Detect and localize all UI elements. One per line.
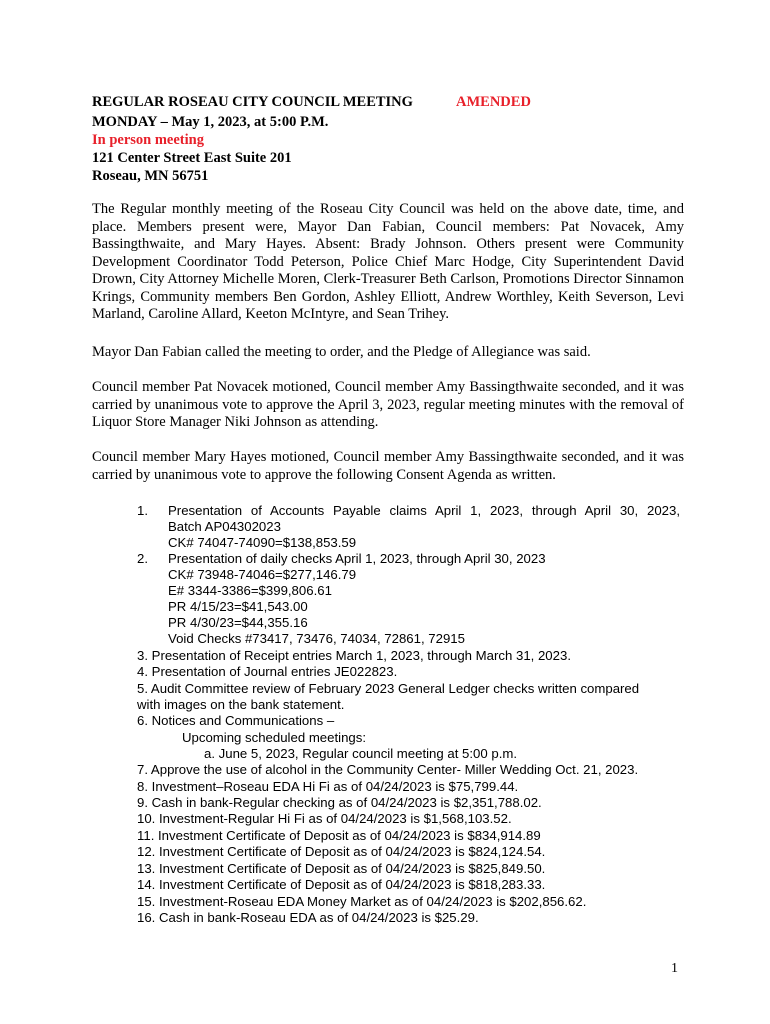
agenda-item-1-batch: Batch AP04302023 [168, 519, 281, 534]
agenda-item-4: 4. Presentation of Journal entries JE022823. [137, 664, 398, 679]
agenda-item-6a: a. June 5, 2023, Regular council meeting at 5:00 p.m. [204, 746, 518, 761]
agenda-item-5-continued: with images on the bank statement. [137, 697, 345, 712]
agenda-item-15: 15. Investment-Roseau EDA Money Market as of 04/24/2023 is $202,856.62. [137, 894, 587, 909]
agenda-item-13: 13. Investment Certificate of Deposit as of 04/24/2023 is $825,849.50. [137, 861, 546, 876]
agenda-item-7: 7. Approve the use of alcohol in the Community Center- Miller Wedding Oct. 21, 2023. [137, 762, 639, 777]
agenda-item-2-payroll-1: PR 4/15/23=$41,543.00 [168, 599, 308, 614]
page-number: 1 [671, 961, 678, 976]
agenda-item-5: 5. Audit Committee review of February 2023 General Ledger checks written compared [137, 681, 640, 696]
agenda-item-2-payroll-2: PR 4/30/23=$44,355.16 [168, 615, 308, 630]
attendance-paragraph: The Regular monthly meeting of the Roseau City Council was held on the above date, time, and place. Members present were, Mayor Dan Fabian, Council members: Pat Novacek, Amy Bassingthwaite, and Mary Hayes. Absent: Brady Johnson. Others present were Community Development Coordinator Todd Peterson, Police Chief Marc Hodge, City Superintendent David Drown, City Attorney Michelle Moren, Clerk-Treasurer Beth Carlson, Promotions Director Sinnamon Krings, Community members Ben Gordon, Ashley Elliott, Andrew Worthley, Keith Severson, Levi Marland, Caroline Allard, Keeton McIntyre, and Sean Trihey. [92, 201, 684, 322]
agenda-item-1-number: 1. [137, 503, 148, 518]
minutes-motion-paragraph: Council member Pat Novacek motioned, Council member Amy Bassingthwaite seconded, and it was carried by unanimous vote to approve the April 3, 2023, regular meeting minutes with the removal of Liquor Store Manager Niki Johnson as attending. [92, 379, 684, 430]
agenda-item-2-void-checks: Void Checks #73417, 73476, 74034, 72861, 72915 [168, 631, 465, 646]
agenda-item-16: 16. Cash in bank-Roseau EDA as of 04/24/2023 is $25.29. [137, 910, 479, 925]
meeting-title: REGULAR ROSEAU CITY COUNCIL MEETING [92, 94, 413, 110]
agenda-item-9: 9. Cash in bank-Regular checking as of 04/24/2023 is $2,351,788.02. [137, 795, 542, 810]
agenda-item-3: 3. Presentation of Receipt entries March 1, 2023, through March 31, 2023. [137, 648, 571, 663]
agenda-item-10: 10. Investment-Regular Hi Fi as of 04/24/2023 is $1,568,103.52. [137, 811, 512, 826]
agenda-item-6: 6. Notices and Communications – [137, 713, 335, 728]
agenda-item-1: Presentation of Accounts Payable claims April 1, 2023, through April 30, 2023, [168, 503, 680, 518]
meeting-date: MONDAY – May 1, 2023, at 5:00 P.M. [92, 114, 329, 130]
agenda-item-2-checks: CK# 73948-74046=$277,146.79 [168, 567, 357, 582]
agenda-item-12: 12. Investment Certificate of Deposit as of 04/24/2023 is $824,124.54. [137, 844, 546, 859]
amended-label: AMENDED [456, 94, 531, 110]
agenda-item-2-electronic: E# 3344-3386=$399,806.61 [168, 583, 332, 598]
agenda-item-11: 11. Investment Certificate of Deposit as of 04/24/2023 is $834,914.89 [137, 828, 541, 843]
meeting-type: In person meeting [92, 132, 204, 148]
agenda-item-6-subheading: Upcoming scheduled meetings: [182, 730, 366, 745]
agenda-item-8: 8. Investment–Roseau EDA Hi Fi as of 04/24/2023 is $75,799.44. [137, 779, 519, 794]
agenda-item-1-checks: CK# 74047-74090=$138,853.59 [168, 535, 357, 550]
call-to-order-paragraph: Mayor Dan Fabian called the meeting to order, and the Pledge of Allegiance was said. [92, 344, 591, 360]
address-line-2: Roseau, MN 56751 [92, 168, 209, 184]
agenda-item-14: 14. Investment Certificate of Deposit as of 04/24/2023 is $818,283.33. [137, 877, 546, 892]
address-line-1: 121 Center Street East Suite 201 [92, 150, 292, 166]
consent-agenda-paragraph: Council member Mary Hayes motioned, Council member Amy Bassingthwaite seconded, and it was carried by unanimous vote to approve the following Consent Agenda as written. [92, 449, 684, 483]
agenda-item-2: Presentation of daily checks April 1, 2023, through April 30, 2023 [168, 551, 546, 566]
agenda-item-2-number: 2. [137, 551, 148, 566]
